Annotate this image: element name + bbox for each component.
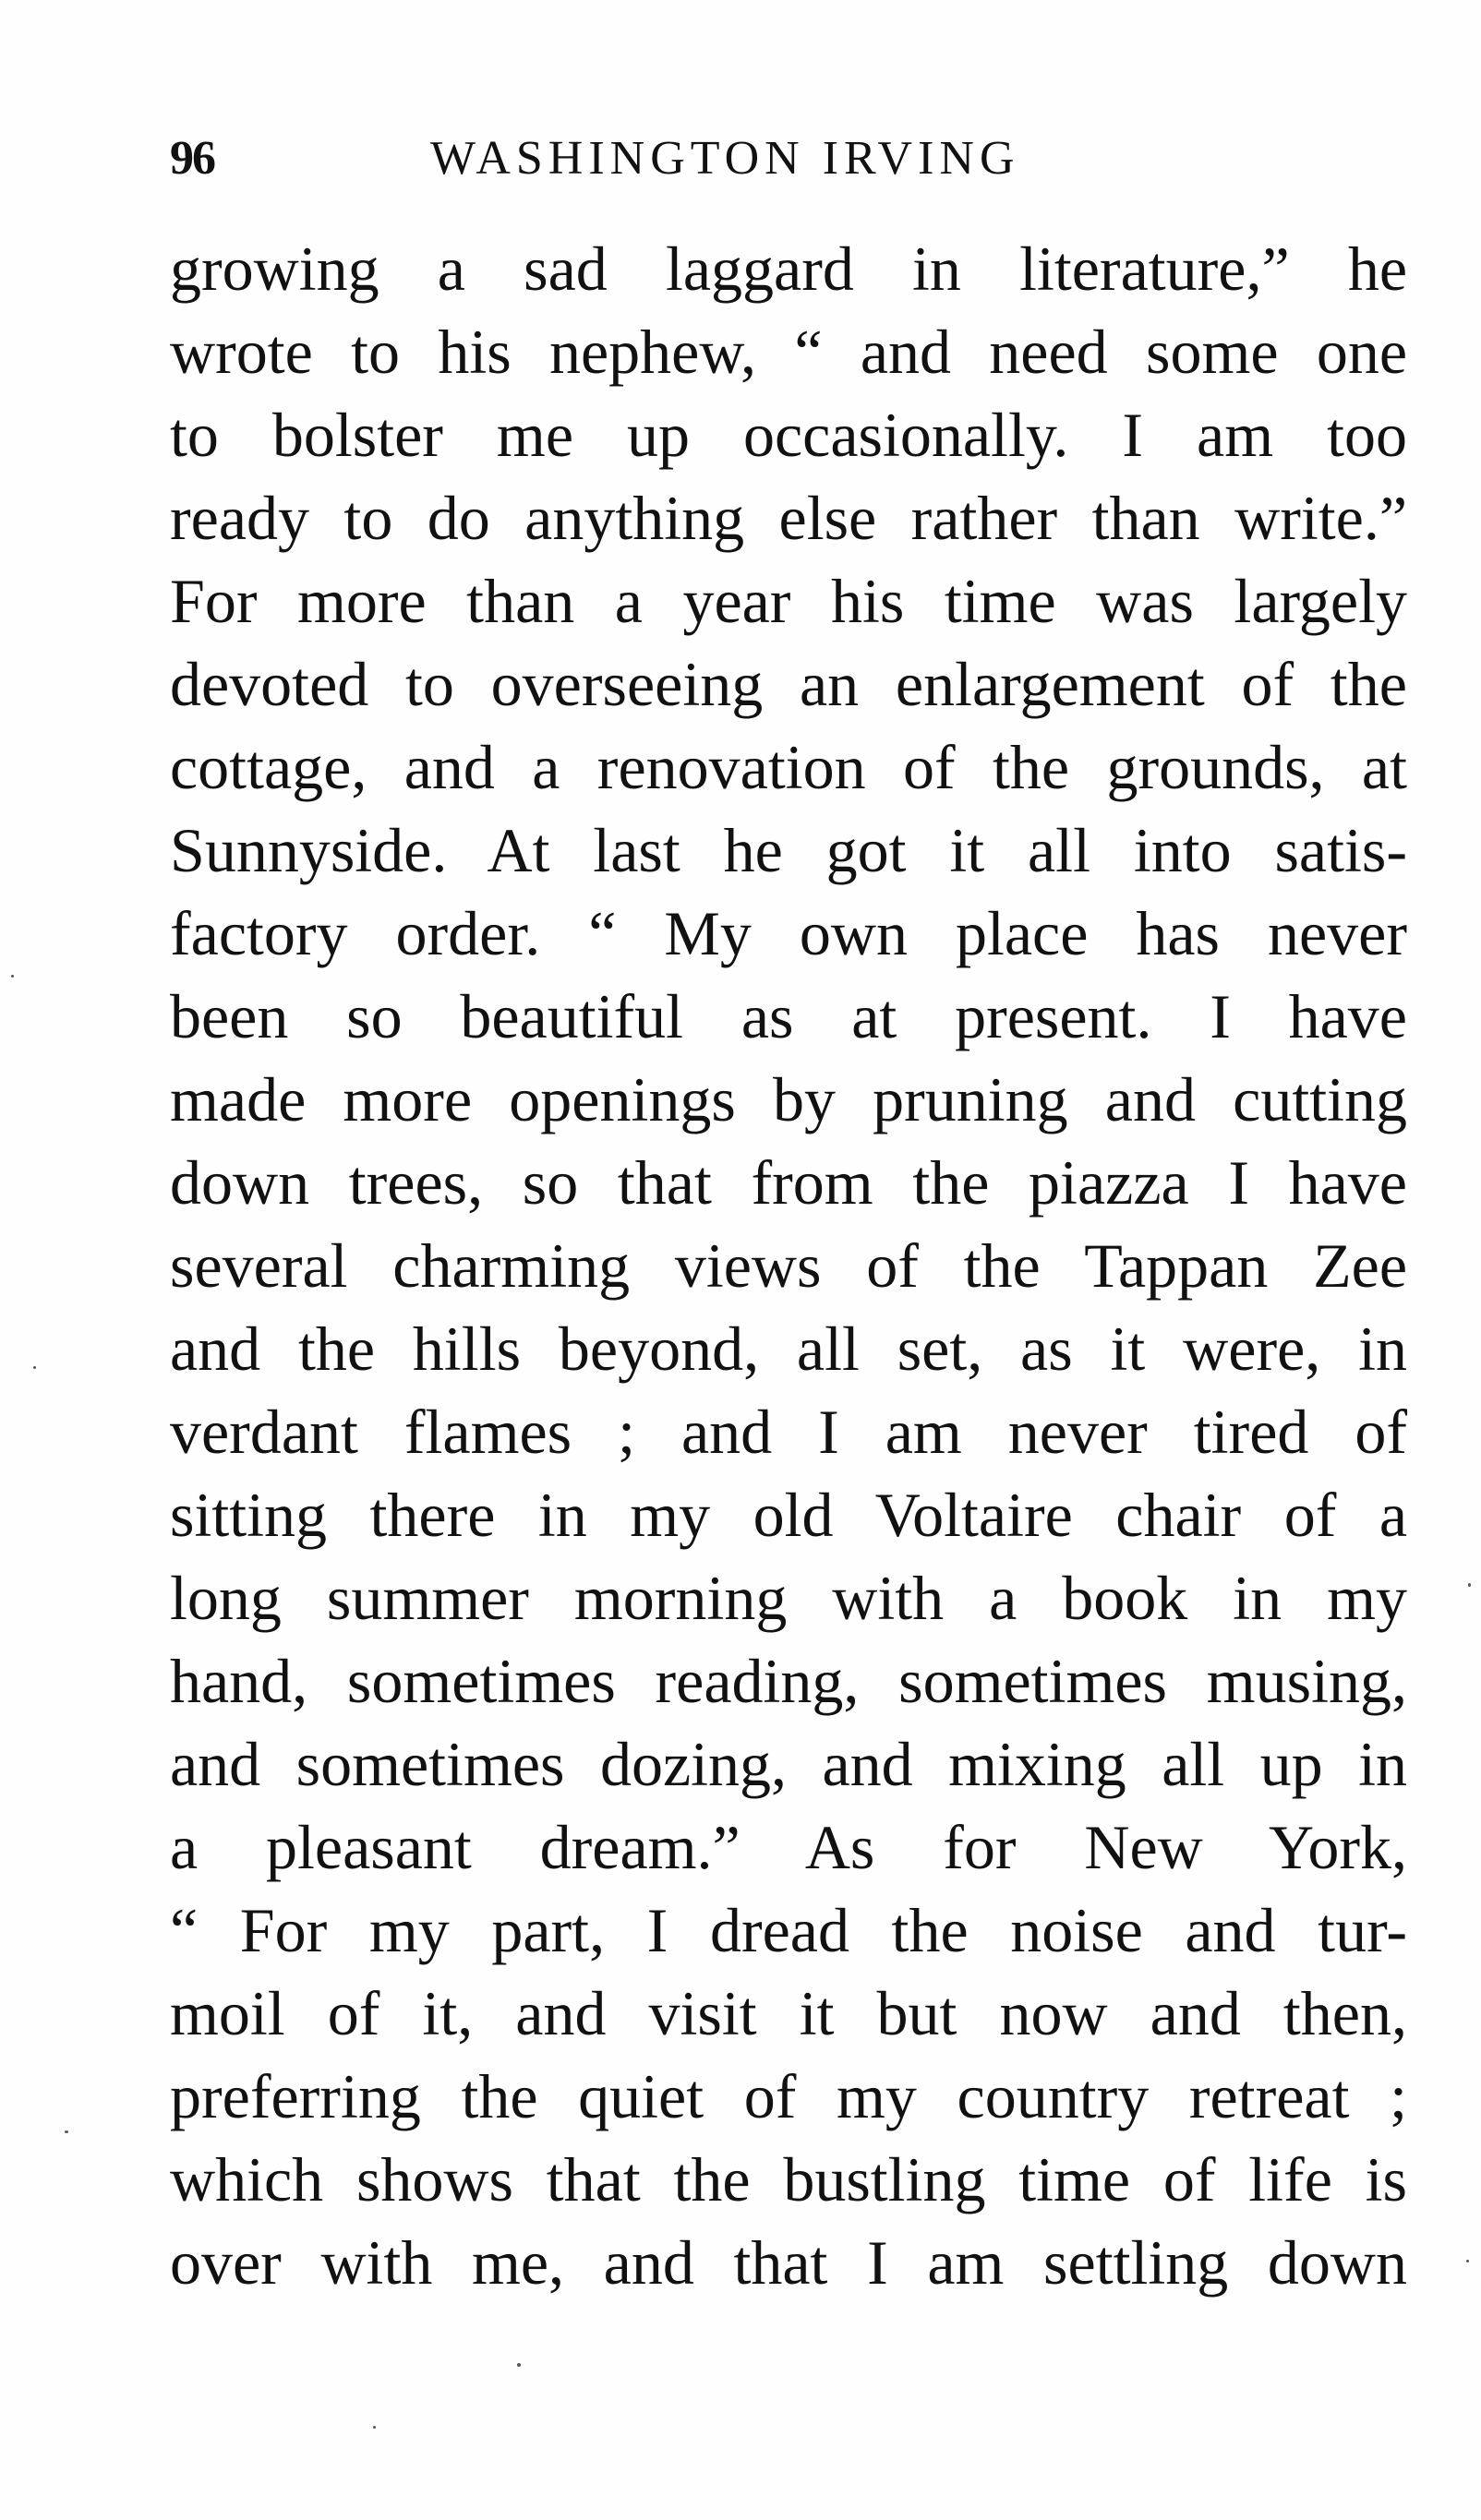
text-line: verdant flames ; and I am never tired of — [170, 1397, 1407, 1467]
text-line: For more than a year his time was largely — [170, 566, 1407, 636]
dust-speck — [33, 1366, 36, 1369]
text-line: Sunnyside. At last he got it all into satis- — [170, 815, 1407, 885]
text-line: growing a sad laggard in literature,” he — [170, 234, 1407, 304]
page-header — [170, 122, 1407, 196]
text-line: wrote to his nephew, “ and need some one — [170, 317, 1407, 387]
text-line: long summer morning with a book in my — [170, 1563, 1407, 1633]
dust-speck — [1466, 2260, 1469, 2262]
text-line: hand, sometimes reading, sometimes musing, — [170, 1646, 1407, 1716]
text-line: several charming views of the Tappan Zee — [170, 1230, 1407, 1301]
text-line: sitting there in my old Voltaire chair of a — [170, 1480, 1407, 1550]
page-number: 96 — [170, 132, 214, 185]
text-line: been so beautiful as at present. I have — [170, 981, 1407, 1051]
text-line: and sometimes dozing, and mixing all up in — [170, 1729, 1407, 1799]
text-line: preferring the quiet of my country retreat ; — [170, 2061, 1407, 2131]
dust-speck — [373, 2426, 376, 2429]
text-line: factory order. “ My own place has never — [170, 898, 1407, 968]
body-text — [170, 227, 1407, 2304]
dust-speck — [1468, 1583, 1471, 1587]
text-line: cottage, and a renovation of the grounds, at — [170, 732, 1407, 802]
text-line: a pleasant dream.” As for New York, — [170, 1812, 1407, 1882]
text-line: to bolster me up occasionally. I am too — [170, 400, 1407, 470]
dust-speck — [11, 975, 14, 978]
running-title: WASHINGTON IRVING — [430, 132, 1020, 185]
text-line: moil of it, and visit it but now and then, — [170, 1978, 1407, 2048]
text-line: over with me, and that I am settling down — [170, 2227, 1407, 2298]
dust-speck — [65, 2130, 68, 2133]
text-line: “ For my part, I dread the noise and tur- — [170, 1895, 1407, 1965]
text-line: which shows that the bustling time of life is — [170, 2144, 1407, 2214]
text-line: and the hills beyond, all set, as it were, in — [170, 1314, 1407, 1384]
text-line: made more openings by pruning and cutting — [170, 1064, 1407, 1134]
dust-speck — [517, 2363, 521, 2367]
text-line: ready to do anything else rather than write.” — [170, 483, 1407, 553]
text-line: down trees, so that from the piazza I have — [170, 1147, 1407, 1218]
text-line: devoted to overseeing an enlargement of the — [170, 649, 1407, 719]
